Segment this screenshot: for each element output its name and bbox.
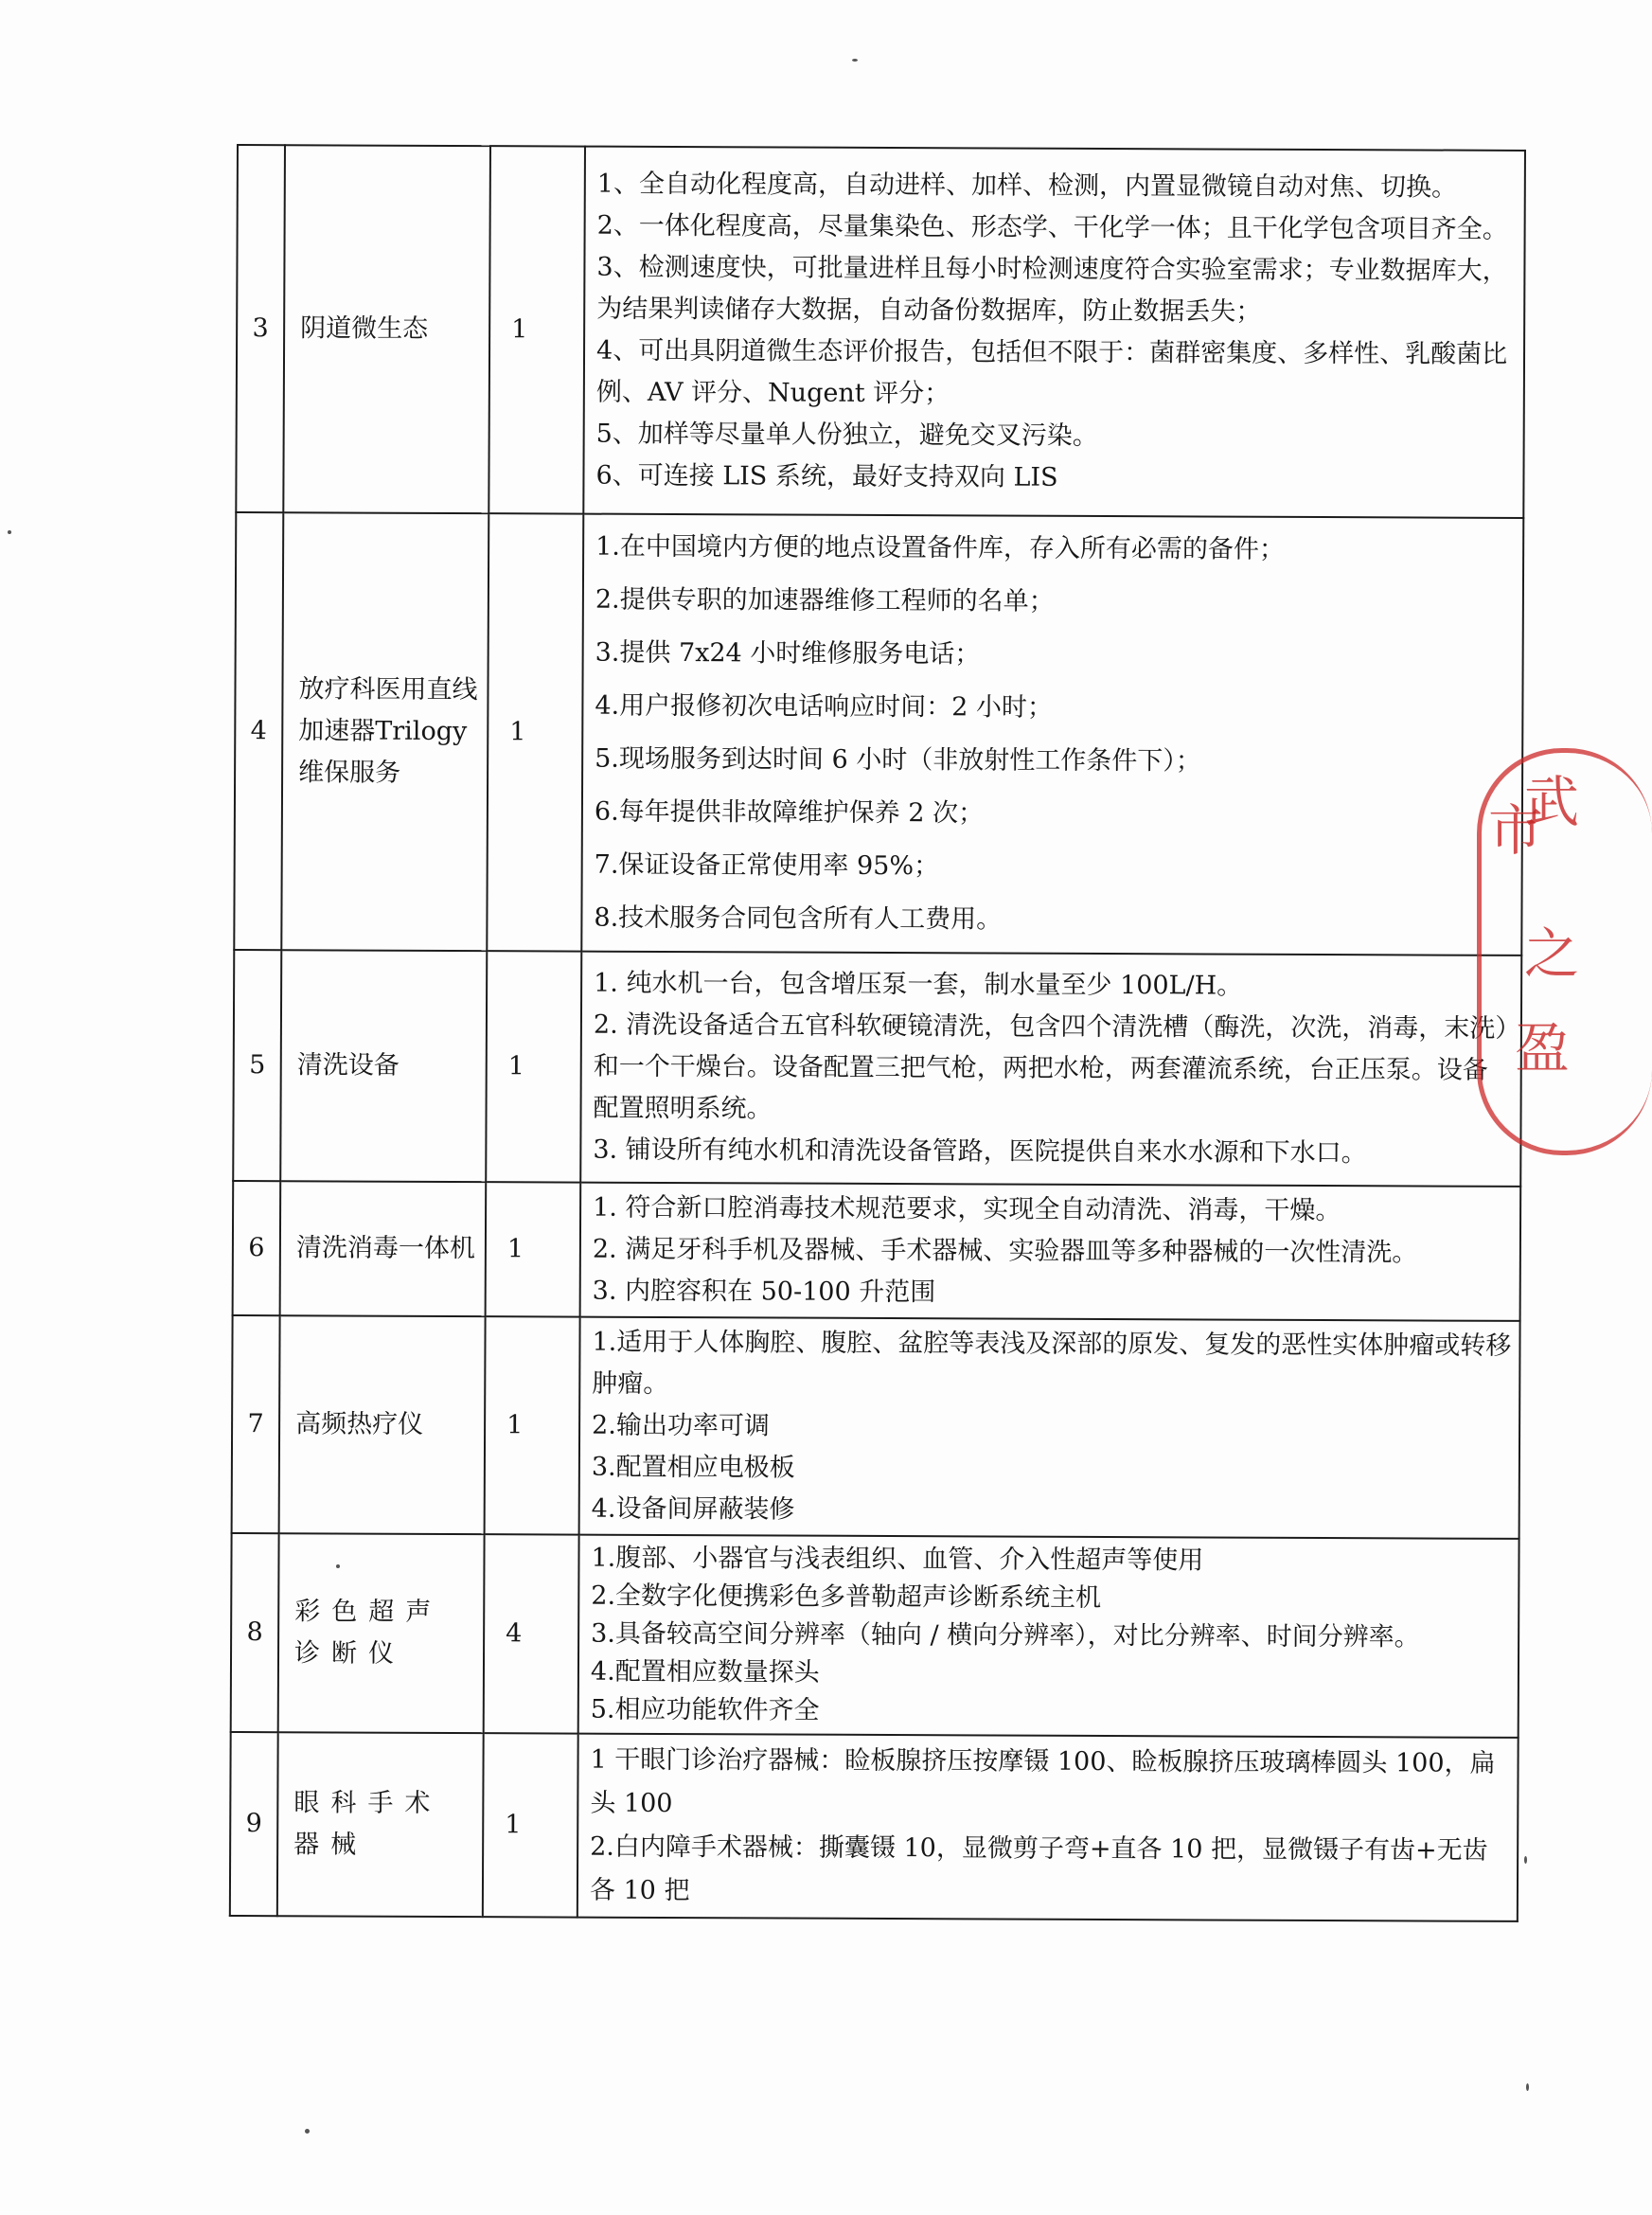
requirement-line: 6.每年提供非故障维护保养 2 次； <box>594 796 985 829</box>
row-number: 6 <box>233 1181 281 1315</box>
row-number: 8 <box>231 1533 279 1732</box>
equipment-name: 清洗消毒一体机 <box>280 1181 487 1316</box>
equipment-requirements-table <box>229 144 1526 1922</box>
requirement-line: 1. 纯水机一台，包含增压泵一套，制水量至少 100L/H。 <box>594 968 1243 1001</box>
seal-character: 之 <box>1524 921 1580 986</box>
equipment-name: 阴道微生态 <box>283 145 490 513</box>
scan-speck <box>1526 2083 1529 2091</box>
requirements-cell <box>577 1734 1519 1921</box>
scan-speck <box>8 530 11 534</box>
requirement-line: 1. 符合新口腔消毒技术规范要求，实现全自动清洗、消毒，干燥。 <box>593 1192 1341 1226</box>
requirement-line: 3.具备较高空间分辨率（轴向 / 横向分辨率），对比分辨率、时间分辨率。 <box>591 1618 1420 1652</box>
quantity: 4 <box>484 1534 579 1733</box>
requirement-line: 4、可出具阴道微生态评价报告，包括但不限于：菌群密集度、多样性、乳酸菌比例、AV 评分、Nugent 评分； <box>595 335 1508 409</box>
quantity: 1 <box>486 1182 581 1316</box>
requirement-line: 3. 内腔容积在 50-100 升范围 <box>592 1276 936 1308</box>
requirement-line: 2.白内障手术器械：撕囊镊 10，显微剪子弯+直各 10 把，显微镊子有齿+无齿各 10 把 <box>589 1831 1488 1906</box>
requirements-cell <box>578 1535 1519 1738</box>
scan-speck <box>852 59 858 62</box>
requirement-line: 5、加样等尽量单人份独立，避免交叉污染。 <box>595 419 1098 451</box>
requirement-line: 1.适用于人体胸腔、腹腔、盆腔等表浅及深部的原发、复发的恶性实体肿瘤或转移肿瘤。 <box>592 1327 1512 1400</box>
row-number: 5 <box>233 950 281 1181</box>
quantity: 1 <box>487 513 583 951</box>
requirements-cell <box>579 1317 1520 1539</box>
quantity: 1 <box>486 951 581 1182</box>
scan-speck <box>1524 1856 1527 1864</box>
equipment-name: 高频热疗仪 <box>279 1315 486 1534</box>
seal-character: 武 <box>1524 770 1580 834</box>
seal-character: 盈 <box>1515 1016 1571 1081</box>
requirement-line: 3.提供 7x24 小时维修服务电话； <box>595 637 981 670</box>
seal-character: 市 <box>1488 798 1544 863</box>
table-row-3 <box>236 145 1525 518</box>
requirement-line: 4.设备间屏蔽装修 <box>591 1493 795 1525</box>
equipment-name: 眼科手术器械 <box>277 1732 484 1917</box>
requirement-line: 2.提供专职的加速器维修工程师的名单； <box>595 584 1055 616</box>
requirement-line: 6、可连接 LIS 系统，最好支持双向 LIS <box>595 460 1058 492</box>
requirement-line: 1、全自动化程度高，自动进样、加样、检测，内置显微镜自动对焦、切换。 <box>596 169 1458 203</box>
requirement-line: 2.全数字化便携彩色多普勒超声诊断系统主机 <box>591 1581 1102 1613</box>
requirement-line: 2. 清洗设备适合五官科软硬镜清洗，包含四个清洗槽（酶洗，次洗，消毒，末洗）和一个干燥台。设备配置三把气枪，两把水枪，两套灌流系统，台正压泵。设备配置照明系统。 <box>593 1009 1508 1124</box>
scan-speck <box>305 2129 310 2134</box>
requirements-cell <box>583 147 1525 518</box>
table-row-7 <box>232 1315 1520 1539</box>
requirements-cell <box>580 952 1521 1187</box>
table-row-5 <box>233 950 1521 1187</box>
row-number: 7 <box>232 1315 280 1533</box>
row-number: 3 <box>236 145 285 512</box>
requirements-cell <box>580 1183 1521 1321</box>
table-row-8 <box>231 1533 1519 1738</box>
equipment-name: 放疗科医用直线加速器Trilogy 维保服务 <box>281 512 488 951</box>
row-number: 9 <box>230 1732 278 1916</box>
requirement-line: 5.相应功能软件齐全 <box>590 1694 820 1725</box>
requirement-line: 1.在中国境内方便的地点设置备件库，存入所有必需的备件； <box>595 531 1285 564</box>
scan-speck <box>336 1564 340 1568</box>
table-row-4 <box>234 512 1523 956</box>
requirement-line: 1 干眼门诊治疗器械：睑板腺挤压按摩镊 100、睑板腺挤压玻璃棒圆头 100，扁头 100 <box>590 1744 1496 1819</box>
requirement-line: 2. 满足牙科手机及器械、手术器械、实验器皿等多种器械的一次性清洗。 <box>592 1234 1418 1268</box>
requirement-line: 7.保证设备正常使用率 95%； <box>594 849 940 882</box>
requirement-line: 3.配置相应电极板 <box>591 1452 795 1483</box>
equipment-name: 清洗设备 <box>280 950 487 1182</box>
quantity: 1 <box>483 1733 578 1917</box>
equipment-name: 彩色超声诊断仪 <box>278 1533 485 1733</box>
requirement-line: 2.输出功率可调 <box>592 1410 770 1441</box>
table-row-9 <box>230 1732 1519 1921</box>
requirement-line: 5.现场服务到达时间 6 小时（非放射性工作条件下）； <box>595 743 1201 777</box>
requirement-line: 2、一体化程度高，尽量集染色、形态学、干化学一体；且干化学包含项目齐全。 <box>596 210 1508 244</box>
requirements-cell <box>581 514 1523 956</box>
row-number: 4 <box>234 512 283 950</box>
requirement-line: 1.腹部、小器官与浅表组织、血管、介入性超声等使用 <box>591 1543 1204 1576</box>
requirement-line: 4.用户报修初次电话响应时间：2 小时； <box>595 690 1054 723</box>
table-row-6 <box>233 1181 1521 1321</box>
requirement-line: 8.技术服务合同包含所有人工费用。 <box>594 902 1003 935</box>
quantity: 1 <box>485 1316 580 1534</box>
quantity: 1 <box>488 146 585 513</box>
requirement-line: 4.配置相应数量探头 <box>590 1656 820 1688</box>
requirement-line: 3. 铺设所有纯水机和清洗设备管路，医院提供自来水水源和下水口。 <box>593 1134 1367 1169</box>
requirement-line: 3、检测速度快，可批量进样且每小时检测速度符合实验室需求；专业数据库大，为结果判读储存大数据，自动备份数据库，防止数据丢失； <box>596 252 1508 327</box>
